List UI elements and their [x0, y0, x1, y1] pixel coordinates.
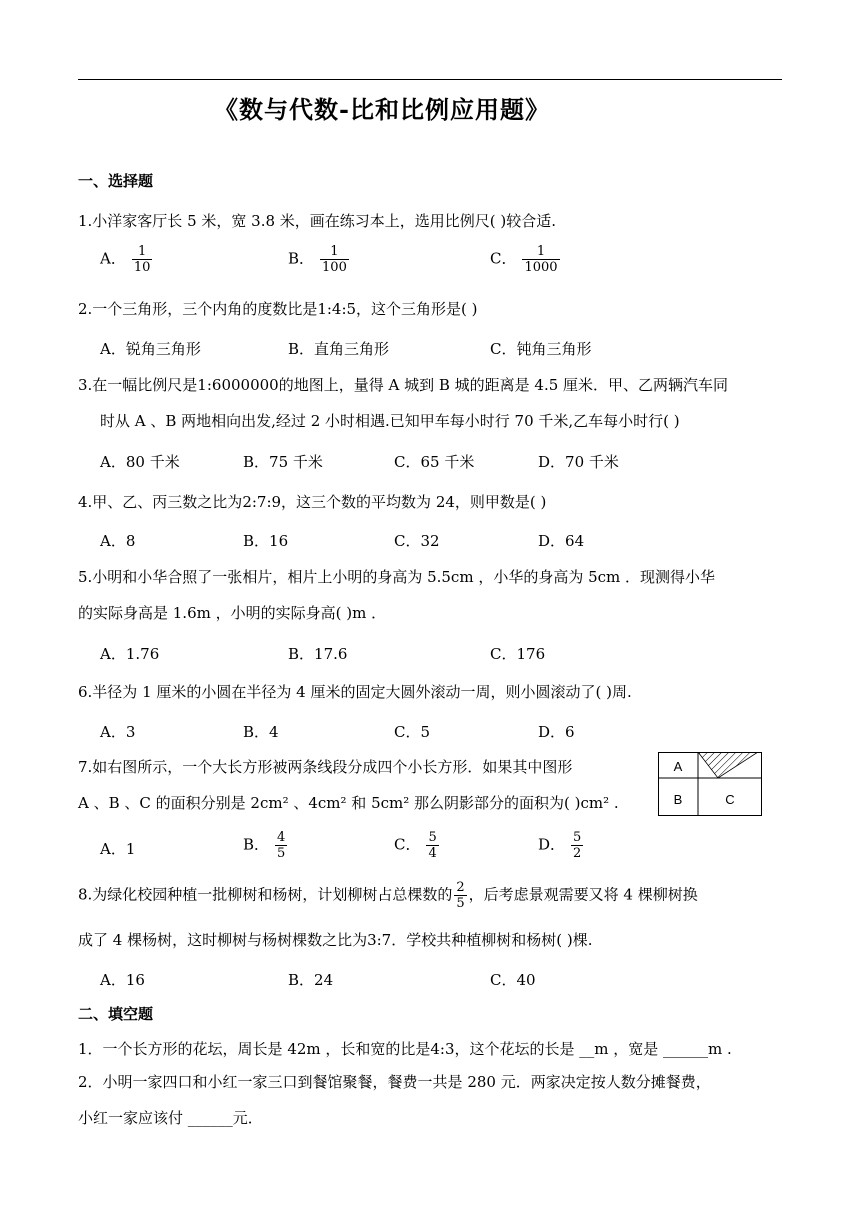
q1-option-b: B． $\frac{1}{100}$: [288, 244, 347, 275]
question-8-line-2: 成了 4 棵杨树，这时柳树与杨树棵数之比为3:7．学校共种植柳树和杨树( )棵.: [78, 931, 593, 949]
q7-option-a: A．1: [100, 840, 136, 858]
question-7-line-2: A 、B 、C 的面积分别是 2cm² 、4cm² 和 5cm² 那么阴影部分的面积为( )cm² .: [78, 794, 619, 812]
figure-label-c: C: [725, 792, 735, 807]
q8-option-c: C．40: [490, 971, 536, 989]
question-5-line-1: 5.小明和小华合照了一张相片，相片上小明的身高为 5.5cm ，小华的身高为 5cm ．现测得小华: [78, 568, 716, 586]
q7-option-d: D． $\frac{5}{2}$: [538, 830, 582, 861]
fraction: $\frac{5}{4}$: [428, 830, 437, 861]
question-8-line-1: 8.为绿化校园种植一批柳树和杨树，计划柳树占总棵数的 $\frac{2}{5}$ ，后考虑景观需要又将 4 棵柳树换: [78, 880, 698, 911]
question-3-line-1: 3.在一幅比例尺是1:6000000的地图上，量得 A 城到 B 城的距离是 4.5 厘米．甲、乙两辆汽车同: [78, 376, 729, 394]
question-3-line-2: 时从 A 、B 两地相向出发,经过 2 小时相遇.已知甲车每小时行 70 千米,乙车每小时行( ): [100, 412, 680, 430]
q5-option-a: A．1.76: [100, 645, 160, 663]
q8-option-b: B．24: [288, 971, 334, 989]
fraction: $\frac{1}{1000}$: [524, 244, 558, 275]
fraction: $\frac{4}{5}$: [277, 830, 286, 861]
question-7-line-1: 7.如右图所示，一个大长方形被两条线段分成四个小长方形．如果其中图形: [78, 758, 573, 776]
q2-option-b: B．直角三角形: [288, 340, 390, 358]
q6-option-d: D．6: [538, 723, 575, 741]
figure-label-a: A: [673, 759, 683, 774]
q6-option-b: B．4: [243, 723, 279, 741]
q6-option-a: A．3: [100, 723, 136, 741]
q3-option-a: A．80 千米: [100, 453, 180, 471]
question-6: 6.半径为 1 厘米的小圆在半径为 4 厘米的固定大圆外滚动一周，则小圆滚动了( )周.: [78, 683, 632, 701]
fraction: $\frac{5}{2}$: [573, 830, 582, 861]
q4-option-b: B．16: [243, 532, 289, 550]
fill-question-2-line-1: 2．小明一家四口和小红一家三口到餐馆聚餐，餐费一共是 280 元．两家决定按人数分摊餐费，: [78, 1073, 711, 1091]
fraction: $\frac{1}{10}$: [133, 244, 151, 275]
rectangle-figure: [658, 752, 762, 816]
question-4: 4.甲、乙、丙三数之比为2:7:9，这三个数的平均数为 24，则甲数是( ): [78, 493, 547, 511]
q1-option-a: A． $\frac{1}{10}$: [100, 244, 151, 275]
q3-option-d: D．70 千米: [538, 453, 619, 471]
question-5-line-2: 的实际身高是 1.6m ，小明的实际身高( )m ．: [78, 604, 387, 622]
q8-option-a: A．16: [100, 971, 145, 989]
page-title: 《数与代数-比和比例应用题》: [214, 95, 550, 124]
q7-option-c: C． $\frac{5}{4}$: [394, 830, 437, 861]
q1-option-c: C． $\frac{1}{1000}$: [490, 244, 558, 275]
fraction: $\frac{1}{100}$: [322, 244, 347, 275]
fraction: $\frac{2}{5}$: [456, 880, 465, 911]
question-2: 2.一个三角形，三个内角的度数比是1:4:5，这个三角形是( ): [78, 300, 478, 318]
q6-option-c: C．5: [394, 723, 431, 741]
figure-label-b: B: [673, 792, 683, 807]
q4-option-d: D．64: [538, 532, 585, 550]
header-rule: [78, 79, 782, 80]
q5-option-c: C．176: [490, 645, 546, 663]
section-heading-choice: 一、选择题: [78, 172, 154, 190]
q2-option-c: C．钝角三角形: [490, 340, 592, 358]
fill-question-2-line-2: 小红一家应该付 ______元．: [78, 1109, 263, 1127]
section-heading-fill-blank: 二、填空题: [78, 1005, 154, 1023]
q3-option-c: C．65 千米: [394, 453, 475, 471]
q5-option-b: B．17.6: [288, 645, 348, 663]
q4-option-c: C．32: [394, 532, 440, 550]
q4-option-a: A．8: [100, 532, 136, 550]
q3-option-b: B．75 千米: [243, 453, 323, 471]
question-1: 1.小洋家客厅长 5 米，宽 3.8 米，画在练习本上，选用比例尺( )较合适.: [78, 212, 557, 230]
q2-option-a: A．锐角三角形: [100, 340, 201, 358]
fill-question-1: 1．一个长方形的花坛，周长是 42m ，长和宽的比是4:3，这个花坛的长是 __m ，宽是 ______m .: [78, 1040, 732, 1058]
q7-option-b: B． $\frac{4}{5}$: [243, 830, 286, 861]
